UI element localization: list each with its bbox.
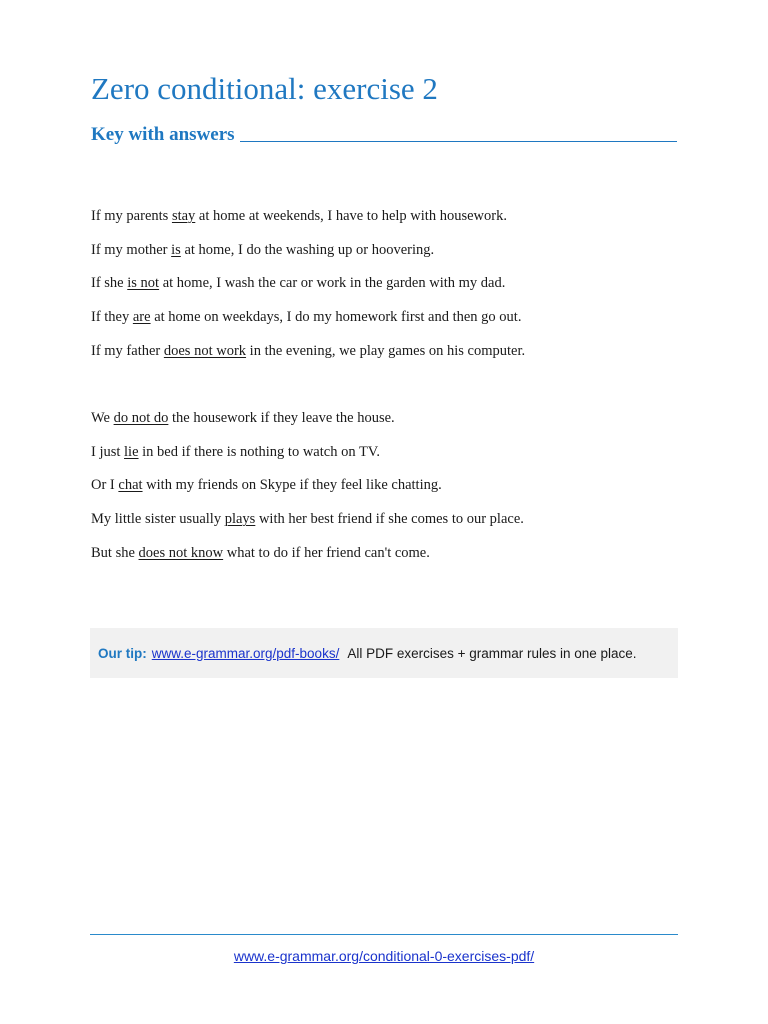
sentence (91, 442, 691, 462)
sentence-text-before: My little sister usually (91, 511, 225, 528)
sentence-text-before: But she (91, 544, 139, 561)
sentence-text-before: We (91, 410, 114, 426)
page-title: Zero conditional: exercise 2 (91, 71, 438, 106)
sentence-text-after: at home, I do the washing up or hoovering. (180, 241, 435, 258)
sentence-list-group-2 (91, 408, 691, 576)
sentence (91, 273, 691, 293)
subtitle-row (91, 122, 677, 146)
answer-word: is (171, 241, 181, 258)
answer-word: are (132, 309, 151, 326)
answer-word: plays (224, 511, 256, 528)
sentence (91, 307, 691, 327)
answer-word: stay (171, 208, 196, 224)
sentence-text-after: the housework if they leave the house. (168, 410, 395, 426)
tip-label: Our tip: (98, 645, 147, 661)
sentence-list-group-1 (91, 206, 691, 374)
sentence-text-after: in the evening, we play games on his computer. (246, 342, 526, 359)
sentence-text-before: If she (91, 275, 128, 292)
sentence (91, 341, 691, 361)
sentence-text-before: If my parents (91, 208, 172, 224)
tip-box (90, 628, 678, 678)
sentence-text-before: If they (91, 309, 133, 326)
subtitle-underline (240, 141, 677, 142)
answer-word: does not work (163, 342, 247, 359)
sentence-text-after: at home on weekdays, I do my homework first and then go out. (150, 309, 522, 326)
sentence (91, 509, 691, 529)
footer-link[interactable]: www.e-grammar.org/conditional-0-exercises-pdf/ (233, 948, 535, 964)
sentence (91, 475, 691, 495)
answer-word: do not do (113, 410, 169, 426)
subtitle: Key with answers (91, 124, 235, 145)
sentence-text-after: at home, I wash the car or work in the garden with my dad. (159, 275, 506, 292)
sentence-text-after: at home at weekends, I have to help with housework. (195, 208, 507, 224)
sentence-text-before: Or I (91, 477, 119, 494)
sentence (91, 408, 691, 428)
tip-link[interactable]: www.e-grammar.org/pdf-books/ (151, 645, 340, 661)
answer-word: chat (118, 477, 143, 494)
tip-text: All PDF exercises + grammar rules in one place. (347, 645, 637, 661)
sentence-text-after: with my friends on Skype if they feel like chatting. (142, 477, 442, 494)
answer-word: does not know (138, 544, 224, 561)
sentence-text-after: with her best friend if she comes to our place. (255, 511, 524, 528)
sentence-text-after: in bed if there is nothing to watch on TV. (138, 443, 381, 460)
sentence-text-after: what to do if her friend can't come. (223, 544, 430, 561)
sentence (91, 543, 691, 563)
answer-word: lie (124, 443, 139, 460)
sentence-text-before: If my mother (91, 241, 172, 258)
footer-divider (90, 934, 678, 935)
sentence (91, 240, 691, 260)
sentence (91, 206, 691, 226)
sentence-text-before: I just (91, 443, 125, 460)
footer (0, 948, 768, 964)
answer-word: is not (127, 275, 160, 292)
sentence-text-before: If my father (91, 342, 164, 359)
